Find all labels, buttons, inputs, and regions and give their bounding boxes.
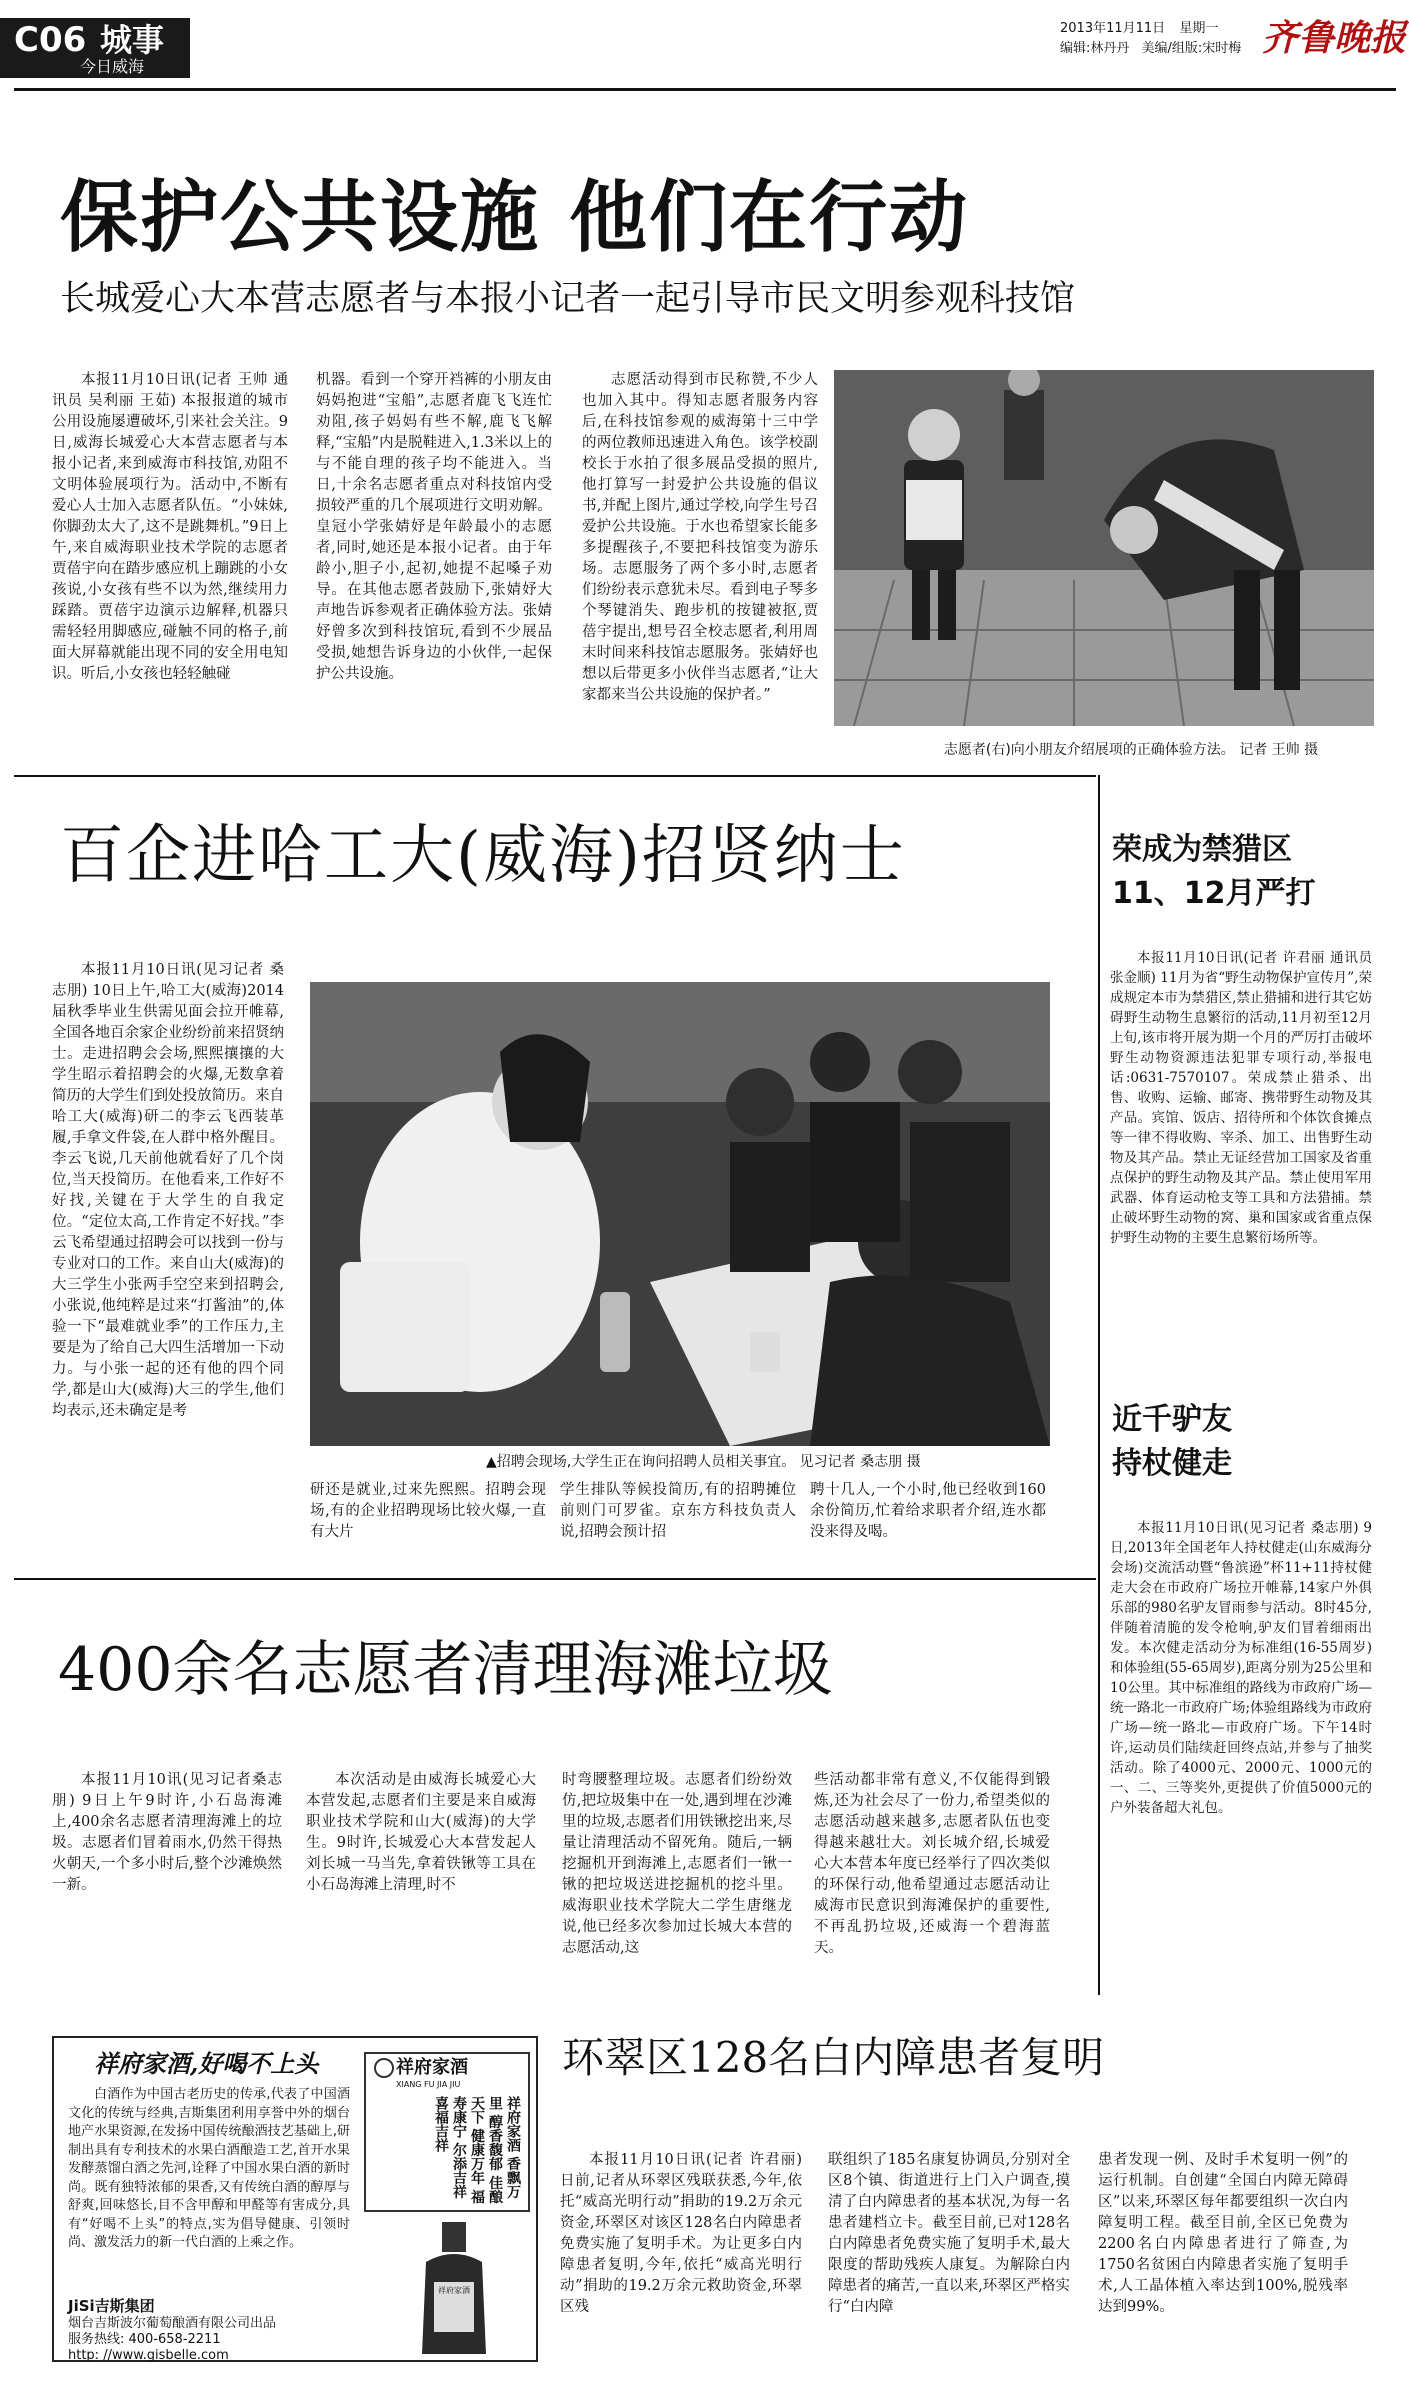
volunteer-photo-image — [834, 370, 1374, 726]
weekday-text: 星期一 — [1179, 21, 1219, 36]
editor-text: 编辑:林丹丹 — [1060, 41, 1130, 56]
headline: 保护公共设施 他们在行动 — [60, 172, 970, 263]
liquor-advertisement — [52, 2036, 538, 2362]
body-col-3: 时弯腰整理垃圾。志愿者们纷纷效仿,把垃圾集中在一处,遇到埋在沙滩里的垃圾,志愿者们用铁锹挖出来,尽量让清理活动不留死角。随后,一辆挖掘机开到海滩上,志愿者们一锹一锹的把垃圾送进挖掘机的挖斗里。威海职业技术学院大二学生唐继龙说,他已经多次参加过长城大本营的志愿活动,这 — [562, 1772, 792, 1956]
brand-logo: JiSi吉斯集团 — [68, 2297, 155, 2315]
ad-product-box — [364, 2052, 530, 2212]
headline-line-2: 11、12月严打 — [1112, 876, 1316, 911]
subsection-name: 今日威海 — [80, 57, 145, 76]
sidebar-body: 本报11月10日讯(记者 许君丽 通讯员 张金顺) 11月为省“野生动物保护宣传月”,荣成规定本市为禁猎区,禁止猎捕和进行其它妨碍野生动物生息繁衍的活动,11月初至12月上旬,该市将开展为期一个月的严厉打击破坏野生动物资源违法犯罪专项行动,举报电话:0631-7570107。荣成禁止猎杀、出售、收购、运输、邮寄、携带野生动物及其产品。宾馆、饭店、招待所和个体饮食摊点等一律不得收购、宰杀、加工、出售野生动物及其产品。禁止无证经营加工国家及省重点保护的野生动物及其产品。禁止使用军用武器、体育运动枪支等工具和方法猎捕。禁止破坏野生动物的窝、巢和国家或省重点保护野生动物的主要生息繁衍场所等。 — [1110, 950, 1372, 1246]
body-bottom-1: 研还是就业,过来先熙熙。招聘会现场,有的企业招聘现场比较火爆,一直有大片 — [310, 1482, 546, 1540]
page-header — [0, 0, 1409, 95]
box-subtitle: XIANG FU JIA JIU — [396, 2080, 461, 2089]
photo-caption: ▲招聘会现场,大学生正在询问招聘人员相关事宜。 见习记者 桑志朋 摄 — [486, 1454, 921, 1470]
body-col-1: 本报11月10日讯(记者 王帅 通讯员 吴利丽 王茹) 本报报道的城市公用设施屡遭破坏,引来社会关注。9日,威海长城爱心大本营志愿者与本报小记者,来到威海市科技馆,劝阻不文明体验展项行为。活动中,不断有爱心人士加入志愿者队伍。“小妹妹,你脚劲太大了,这不是跳舞机。”9日上午,来自威海职业技术学院的志愿者贾蓓宇向在踏步感应机上蹦跳的小女孩说,小女孩有些不以为然,继续用力踩踏。贾蓓宇边演示边解释,机器只需轻轻用脚感应,碰触不同的格子,前面大屏幕就能出现不同的安全用电知识。听后,小女孩也轻轻触碰 — [52, 372, 288, 682]
sidebar-divider — [1098, 775, 1100, 1995]
issue-date — [1060, 20, 1218, 38]
editor-credits — [1060, 40, 1241, 58]
headline: 百企进哈工大(威海)招贤纳士 — [60, 819, 906, 893]
volunteer-photo — [834, 370, 1374, 726]
bottle-label: 祥府家酒 — [438, 2286, 470, 2295]
article-protect-facilities — [0, 150, 1409, 770]
sidebar-hunting-ban — [1110, 830, 1380, 1370]
headline-line-1: 近千驴友 — [1112, 1402, 1232, 1437]
divider-1 — [14, 775, 1096, 777]
date-text: 2013年11月11日 — [1060, 21, 1166, 36]
header-rule — [14, 88, 1396, 91]
body-col-2: 联组织了185名康复协调员,分别对全区8个镇、街道进行上门入户调查,摸清了白内障患者的基本状况,为每一名患者建档立卡。截至目前,已对128名白内障患者免费实施了复明手术,最大限度的帮助残疾人康复。为解除白内障患者的痛苦,一直以来,环翠区严格实行“白内障 — [828, 2152, 1070, 2315]
masthead-logo: 齐鲁晚报 — [1262, 17, 1407, 59]
divider-2 — [14, 1578, 1096, 1580]
body-col-4: 些活动都非常有意义,不仅能得到锻炼,还为社会尽了一份力,希望类似的志愿活动越来越多,志愿者队伍也变得越来越壮大。刘长城介绍,长城爱心大本营本年度已经举行了四次类似的环保行动,他希望通过志愿活动让威海市民意识到海滩保护的重要性,不再乱扔垃圾,还威海一个碧海蓝天。 — [814, 1772, 1050, 1956]
body-col-1: 本报11月10讯(见习记者桑志朋) 9日上午9时许,小石岛海滩上,400余名志愿者清理海滩上的垃圾。志愿者们冒着雨水,仍然干得热火朝天,一个多小时后,整个沙滩焕然一新。 — [52, 1772, 282, 1893]
body-col-3: 志愿活动得到市民称赞,不少人也加入其中。得知志愿者服务内容后,在科技馆参观的威海第十三中学的两位教师迅速进入角色。该学校副校长于水拍了很多展品受损的照片,他打算写一封爱护公共设施的倡议书,并配上图片,通过学校,向学生号召爱护公共设施。于水也希望家长能多多提醒孩子,不要把科技馆变为游乐场。志愿服务了两个多小时,志愿者们纷纷表示意犹未尽。看到电子琴多个琴键消失、跑步机的按键被抠,贾蓓宇提出,想号召全校志愿者,利用周末时间来科技馆志愿服务。张婧妤也想以后带更多小伙伴当志愿者,“让大家都来当公共设施的保护者。” — [582, 372, 818, 703]
company-name: 烟台吉斯波尔葡萄酿酒有限公司出品 — [68, 2316, 277, 2331]
body-col-2: 机器。看到一个穿开裆裤的小朋友由妈妈抱进“宝船”,志愿者鹿飞飞连忙劝阻,孩子妈妈有些不解,鹿飞飞解释,“宝船”内是脱鞋进入,1.3米以上的与不能自理的孩子均不能进入。当日,十余名志愿者重点对科技馆内受损较严重的几个展项进行文明劝解。皇冠小学张婧妤是年龄最小的志愿者,同时,她还是本报小记者。由于年龄小,胆子小,起初,她提不起嗓子劝导。在其他志愿者鼓励下,张婧妤大声地告诉参观者正确体验方法。张婧妤曾多次到科技馆玩,看到不少展品受损,她想告诉身边的小伙伴,一起保护公共设施。 — [316, 372, 552, 682]
article-beach-cleanup — [0, 1590, 1100, 2020]
subheadline: 长城爱心大本营志愿者与本报小记者一起引导市民文明参观科技馆 — [60, 279, 1076, 319]
body-bottom-3: 聘十几人,一个小时,他已经收到160余份简历,忙着给求职者介绍,连水都没来得及喝。 — [810, 1482, 1046, 1540]
box-logo-icon — [374, 2058, 394, 2078]
page-code: C06 — [14, 20, 87, 60]
headline: 环翠区128名白内障患者复明 — [562, 2033, 1105, 2082]
service-phone: 服务热线: 400-658-2211 — [68, 2332, 221, 2347]
bottle-image — [406, 2222, 502, 2354]
designer-text: 美编/组版:宋时梅 — [1141, 41, 1242, 56]
sidebar-body: 本报11月10日讯(见习记者 桑志朋) 9日,2013年全国老年人持杖健走(山东威海分会场)交流活动暨“鲁滨逊”杯11+11持杖健走大会在市政府广场拉开帷幕,14家户外俱乐部的980名驴友冒雨参与活动。8时45分,伴随着清脆的发令枪响,驴友们冒着细雨出发。本次健走活动分为标准组(16-55周岁)和体验组(55-65周岁),距离分别为25公里和10公里。其中标准组的路线为市政府广场—统一路北一市政府广场;体验组路线为市政府广场—统一路北—市政府广场。下午14时许,运动员们陆续赶回终点站,并参与了抽奖活动。除了4000元、2000元、1000元的一、二、三等奖外,更提供了价值5000元的户外装备超大礼包。 — [1110, 1520, 1372, 1816]
photo-caption: 志愿者(右)向小朋友介绍展项的正确体验方法。 记者 王帅 摄 — [943, 742, 1319, 758]
article-cataract — [560, 2010, 1409, 2383]
website-link[interactable]: http: //www.gisbelle.com — [68, 2348, 229, 2363]
section-name: 城事 — [100, 21, 165, 59]
body-bottom-2: 学生排队等候投简历,有的招聘摊位前则门可罗雀。京东方科技负责人说,招聘会预计招 — [560, 1482, 796, 1540]
ad-slogan: 祥府家酒,好喝不上头 — [94, 2049, 319, 2078]
headline: 400余名志愿者清理海滩垃圾 — [58, 1635, 833, 1705]
body-col-3: 患者发现一例、及时手术复明一例”的运行机制。自创建“全国白内障无障碍区”以来,环翠区每年都要组织一次白内障复明工程。截至目前,全区已免费为2200名白内障患者进行了筛查,为1750名贫困白内障患者实施了复明手术,人工晶体植入率达到100%,脱残率达到99%。 — [1098, 2152, 1348, 2315]
box-poem: 祥府家酒 香飘万里 醇香馥郁 佳酿天下 健康万年 福寿康宁 尔添吉祥 喜福吉祥 — [433, 2096, 521, 2204]
job-fair-photo-image — [310, 982, 1050, 1446]
ad-body: 白酒作为中国古老历史的传承,代表了中国酒文化的传统与经典,吉斯集团利用享誉中外的烟台地产水果资源,在发扬中国传统酿酒技艺基础上,研制出具有专利技术的水果白酒酿造工艺,首开水果发酵蒸馏白酒之先河,诠释了中国水果白酒的新时尚。既有独特浓郁的果香,又有传统白酒的醇厚与舒爽,回味悠长,目不含甲醇和甲醛等有害成分,具有“好喝不上头”的特点,实为倡导健康、引领时尚、激发活力的新一代白酒的上乘之作。 — [68, 2087, 350, 2250]
headline-line-1: 荣成为禁猎区 — [1112, 832, 1292, 867]
sidebar-hiking — [1110, 1400, 1380, 2000]
body-col-1: 本报11月10日讯(见习记者 桑志朋) 10日上午,哈工大(威海)2014届秋季毕业生供需见面会拉开帷幕,全国各地百余家企业纷纷前来招贤纳士。走进招聘会会场,熙熙攘攘的大学生昭示着招聘会的火爆,无数拿着简历的大学生们到处投放简历。来自哈工大(威海)研二的李云飞西装革履,手拿文件袋,在人群中格外醒目。李云飞说,几天前他就看好了几个岗位,当天投简历。在他看来,工作好不好找,关键在于大学生的自我定位。“定位太高,工作肯定不好找。”李云飞希望通过招聘会可以找到一份与专业对口的工作。来自山大(威海)的大三学生小张两手空空来到招聘会,小张说,他纯粹是过来“打酱油”的,体验一下“最难就业季”的工作压力,主要是为了给自己大四生活增加一下动力。与小张一起的还有他的四个同学,都是山大(威海)大三的学生,他们均表示,还未确定是考 — [52, 962, 284, 1419]
job-fair-photo — [310, 982, 1050, 1446]
body-col-1: 本报11月10日讯(记者 许君丽) 日前,记者从环翠区残联获悉,今年,依托“威高光明行动”捐助的19.2万余元资金,环翠区对该区128名白内障患者免费实施了复明手术。为让更多白内障患者复明,今年,依托“威高光明行动”捐助的19.2万余元救助资金,环翠区残 — [560, 2152, 802, 2315]
body-col-2: 本次活动是由威海长城爱心大本营发起,志愿者们主要是来自威海职业技术学院和山大(威海)的大学生。9时许,长城爱心大本营发起人刘长城一马当先,拿着铁锹等工具在小石岛海滩上清理,时不 — [306, 1772, 536, 1893]
article-job-fair — [0, 780, 1100, 1580]
headline-line-2: 持杖健走 — [1112, 1446, 1232, 1481]
box-title: 祥府家酒 — [396, 2057, 468, 2078]
